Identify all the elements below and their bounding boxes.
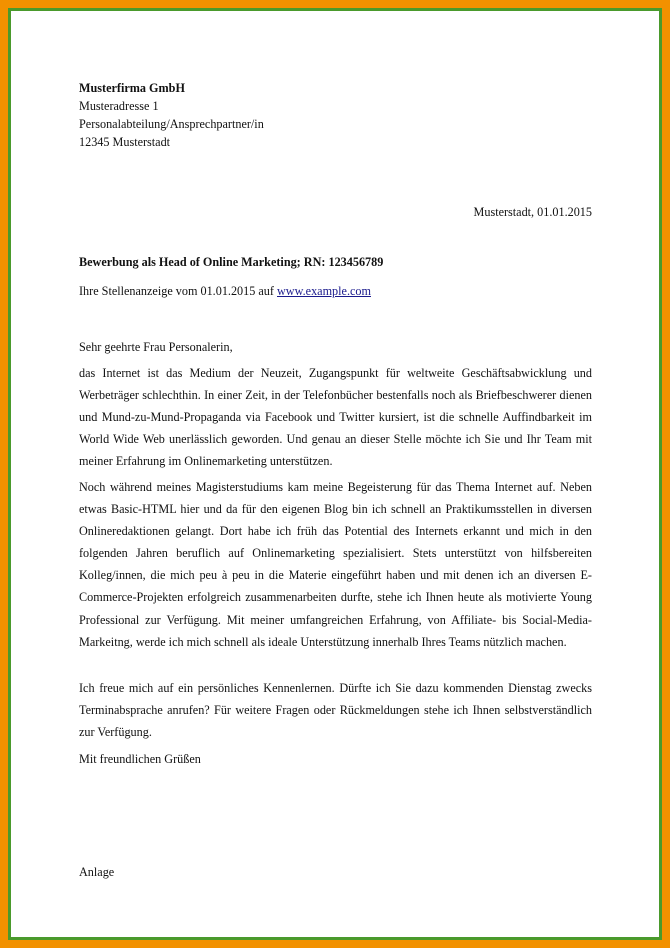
salutation: Sehr geehrte Frau Personalerin, — [79, 340, 233, 354]
closing: Mit freundlichen Grüßen — [79, 752, 201, 766]
recipient-company: Musterfirma GmbH — [79, 81, 185, 95]
paragraph-3-text: Ich freue mich auf ein persönliches Kennenlernen. Dürfte ich Sie dazu kommenden Dienstag zwecks Terminabsprache anrufen? Für weitere Fragen oder Rückmeldungen stehe ich Ihnen selbstverständlich zur Verfügung. — [79, 681, 592, 740]
paragraph-2-text: Noch während meines Magisterstudiums kam meine Begeisterung für das Thema Internet auf. Neben etwas Basic-HTML hier und da für den eigenen Blog bin ich schnell an Praktikumsstellen in diversen Onlineredaktionen gelangt. Dort habe ich früh das Potential des Internets erkannt und mich in den folgenden Jahren beruflich auf Onlinemarketing spezialisiert. Stets unterstützt von hilfsbereiten Kolleg/innen, die mich peu à peu in die Materie eingeführt haben und mit denen ich an diversen E-Commerce-Projekten erfolgreich zusammenarbeiten durfte, stehe ich Ihnen heute als motivierte Young Professional zur Verfügung. Mit meiner umfangreichen Erfahrung, von Affiliate- bis Social-Media-Markeitng, werde ich mich schnell als ideale Unterstützung innerhalb Ihres Teams nützlich machen. — [79, 480, 592, 649]
paragraph-1 — [79, 362, 592, 472]
recipient-address: Musteradresse 1 — [79, 99, 159, 113]
reference-text: Ihre Stellenanzeige vom 01.01.2015 auf — [79, 284, 277, 298]
recipient-city: 12345 Musterstadt — [79, 135, 171, 149]
subject-line: Bewerbung als Head of Online Marketing; RN: 123456789 — [79, 255, 384, 269]
date-line: Musterstadt, 01.01.2015 — [473, 205, 592, 219]
paragraph-2 — [79, 476, 592, 653]
reference-link[interactable]: www.example.com — [277, 284, 371, 298]
paragraph-3 — [79, 677, 592, 743]
paragraph-1-text: das Internet ist das Medium der Neuzeit, Zugangspunkt für weltweite Geschäftsabwicklung und Werbeträger schlechthin. In einer Zeit, in der Telefonbücher bestenfalls noch als Briefbeschwerer dienen und Mund-zu-Mund-Propaganda via Facebook und Twitter kursiert, ist die schnelle Auffindbarkeit im World Wide Web unerlässlich geworden. Und genau an dieser Stelle möchte ich Sie und Ihr Team mit meiner Erfahrung im Onlinemarketing unterstützen. — [79, 366, 592, 469]
recipient-department: Personalabteilung/Ansprechpartner/in — [79, 117, 264, 131]
reference-line — [79, 282, 371, 300]
enclosure-label: Anlage — [79, 865, 115, 879]
